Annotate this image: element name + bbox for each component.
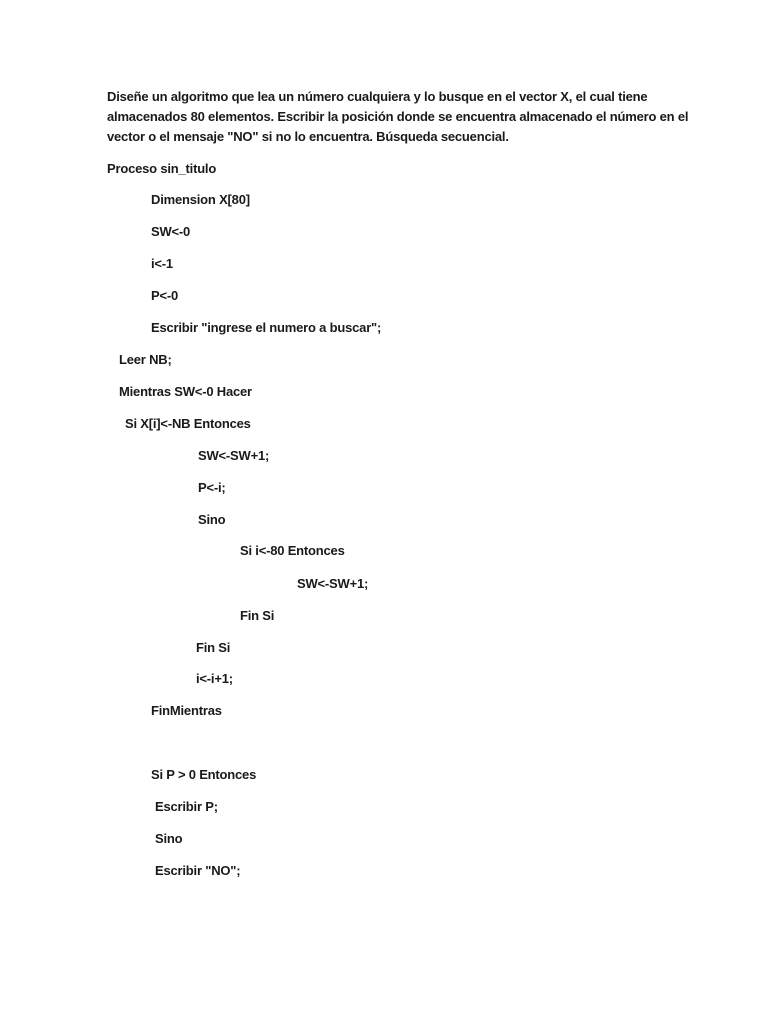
problem-statement-line: Diseñe un algoritmo que lea un número cualquiera y lo busque en el vector X, el cual tiene (107, 89, 648, 104)
code-line-sw-increment-2: SW<-SW+1; (297, 576, 369, 591)
code-line-p-assign: P<-i; (198, 480, 226, 495)
code-line-leer: Leer NB; (119, 352, 172, 367)
problem-statement (107, 87, 689, 147)
code-line-si-p: Si P > 0 Entonces (151, 767, 257, 782)
code-line-p-init: P<-0 (151, 288, 179, 303)
code-line-escribir-p: Escribir P; (155, 799, 218, 814)
code-line-sw-init: SW<-0 (151, 224, 191, 239)
code-line-escribir-prompt: Escribir "ingrese el numero a buscar"; (151, 320, 382, 335)
code-line-mientras: Mientras SW<-0 Hacer (119, 384, 252, 399)
problem-statement-line: almacenados 80 elementos. Escribir la posición donde se encuentra almacenado el número en el (107, 109, 689, 124)
code-line-proceso: Proceso sin_titulo (107, 161, 217, 176)
code-line-i-increment: i<-i+1; (196, 671, 233, 686)
code-line-finmientras: FinMientras (151, 703, 222, 718)
code-line-escribir-no: Escribir "NO"; (155, 863, 241, 878)
code-line-fin-si-outer: Fin Si (196, 640, 231, 655)
code-line-sino-final: Sino (155, 831, 183, 846)
code-line-fin-si-inner: Fin Si (240, 608, 275, 623)
code-line-si-i80: Si i<-80 Entonces (240, 543, 345, 558)
problem-statement-line: vector o el mensaje "NO" si no lo encuentra. Búsqueda secuencial. (107, 129, 509, 144)
code-line-dimension: Dimension X[80] (151, 192, 250, 207)
code-line-i-init: i<-1 (151, 256, 173, 271)
code-line-sino-inner: Sino (198, 512, 226, 527)
code-line-sw-increment: SW<-SW+1; (198, 448, 270, 463)
code-line-si-xi: Si X[i]<-NB Entonces (125, 416, 251, 431)
